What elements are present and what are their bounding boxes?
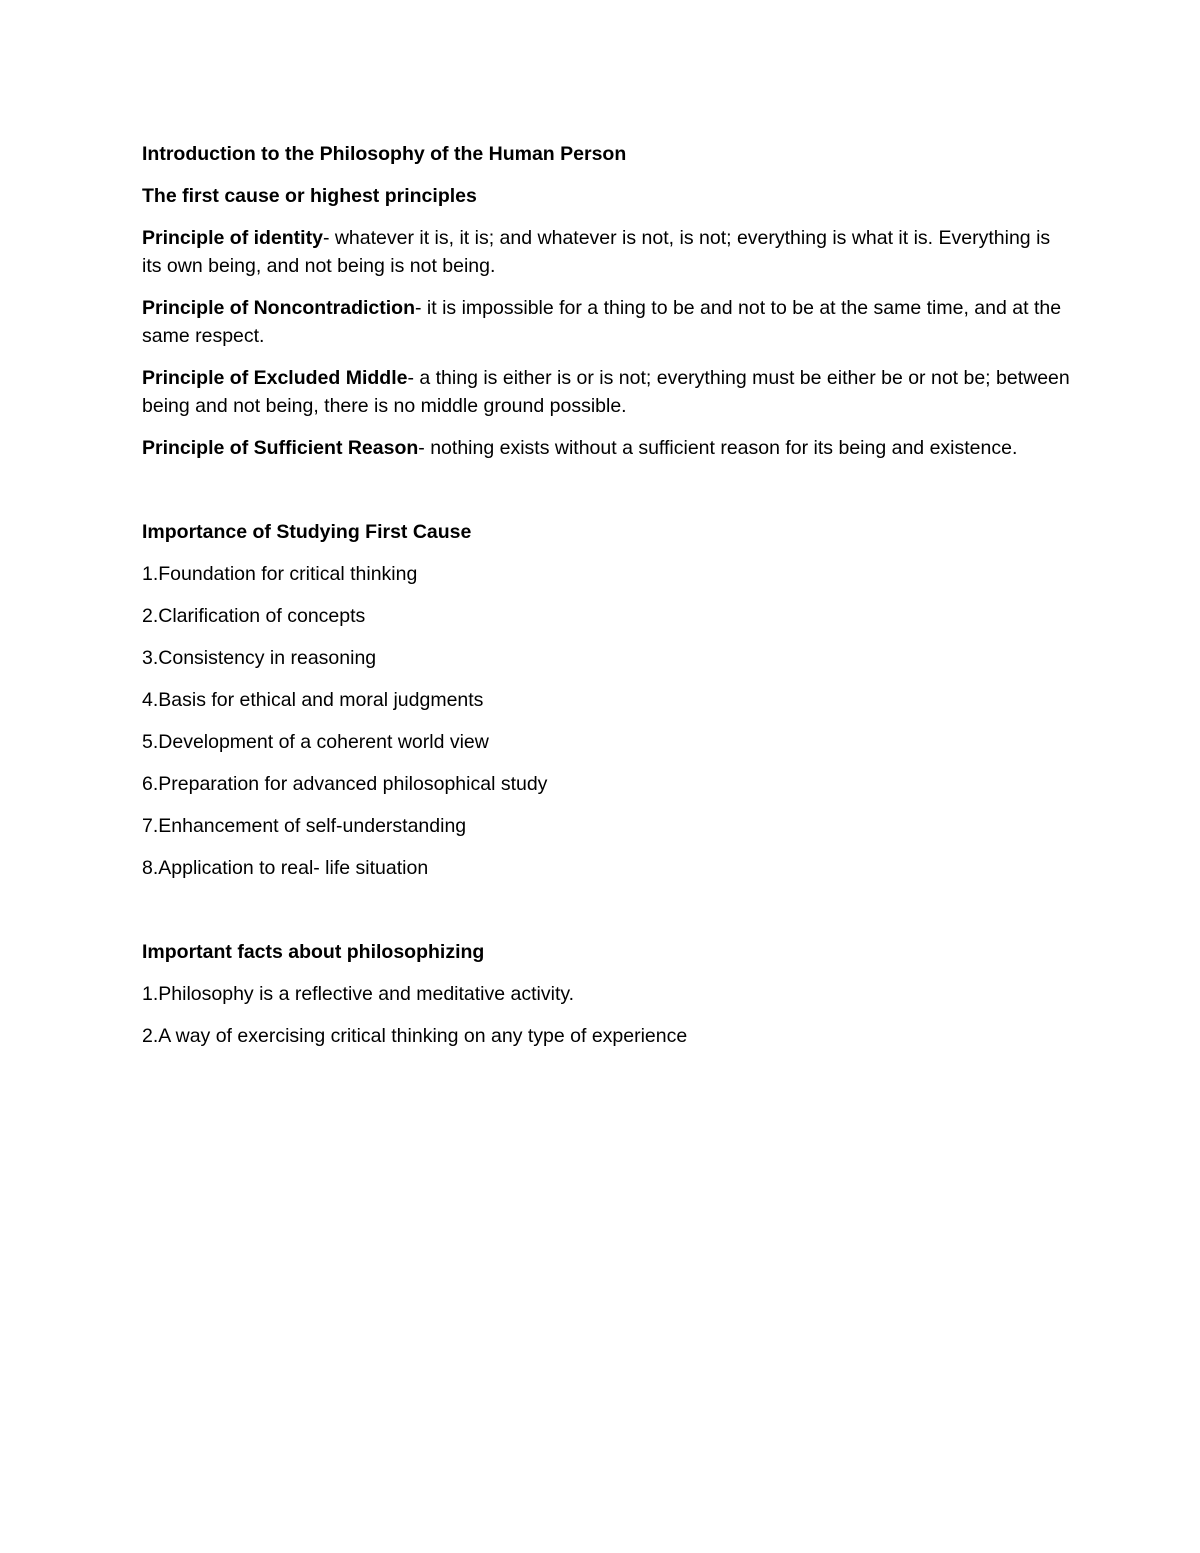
- principle-definition: - it is impossible for a thing to be and not to be at the same time, and at the same respect.: [142, 297, 1062, 347]
- list-item: 8.Application to real- life situation: [142, 857, 429, 879]
- principle-definition: - whatever it is, it is; and whatever is not, is not; everything is what it is. Everything is its own being, and not being is not being.: [142, 227, 1051, 277]
- list-item: 3.Consistency in reasoning: [142, 647, 377, 669]
- section-heading-philosophizing: Important facts about philosophizing: [142, 941, 485, 963]
- principle-definition: - nothing exists without a sufficient reason for its being and existence.: [418, 437, 1018, 459]
- list-item: 4.Basis for ethical and moral judgments: [142, 689, 484, 711]
- principle-noncontradiction: [142, 294, 1072, 350]
- list-item: 5.Development of a coherent world view: [142, 731, 489, 753]
- list-item: 1.Foundation for critical thinking: [142, 563, 418, 585]
- principle-term: Principle of Excluded Middle: [142, 367, 408, 389]
- document-page: [142, 140, 1072, 1064]
- principle-sufficient-reason: [142, 434, 1072, 462]
- spacer: [142, 896, 1072, 938]
- list-item: 2.Clarification of concepts: [142, 605, 366, 627]
- principle-term: Principle of Noncontradiction: [142, 297, 416, 319]
- principle-excluded-middle: [142, 364, 1072, 420]
- principle-term: Principle of Sufficient Reason: [142, 437, 419, 459]
- list-item: 7.Enhancement of self-understanding: [142, 815, 467, 837]
- principle-term: Principle of identity: [142, 227, 323, 249]
- document-title: Introduction to the Philosophy of the Human Person: [142, 143, 627, 165]
- list-item: 6.Preparation for advanced philosophical study: [142, 773, 548, 795]
- section-heading-first-cause: The first cause or highest principles: [142, 185, 477, 207]
- section-heading-importance: Importance of Studying First Cause: [142, 521, 472, 543]
- principle-definition: - a thing is either is or is not; everything must be either be or not be; between being and not being, there is no middle ground possible.: [142, 367, 1070, 417]
- list-item: 1.Philosophy is a reflective and meditative activity.: [142, 983, 575, 1005]
- principle-identity: [142, 224, 1072, 280]
- list-item: 2.A way of exercising critical thinking on any type of experience: [142, 1025, 688, 1047]
- spacer: [142, 476, 1072, 518]
